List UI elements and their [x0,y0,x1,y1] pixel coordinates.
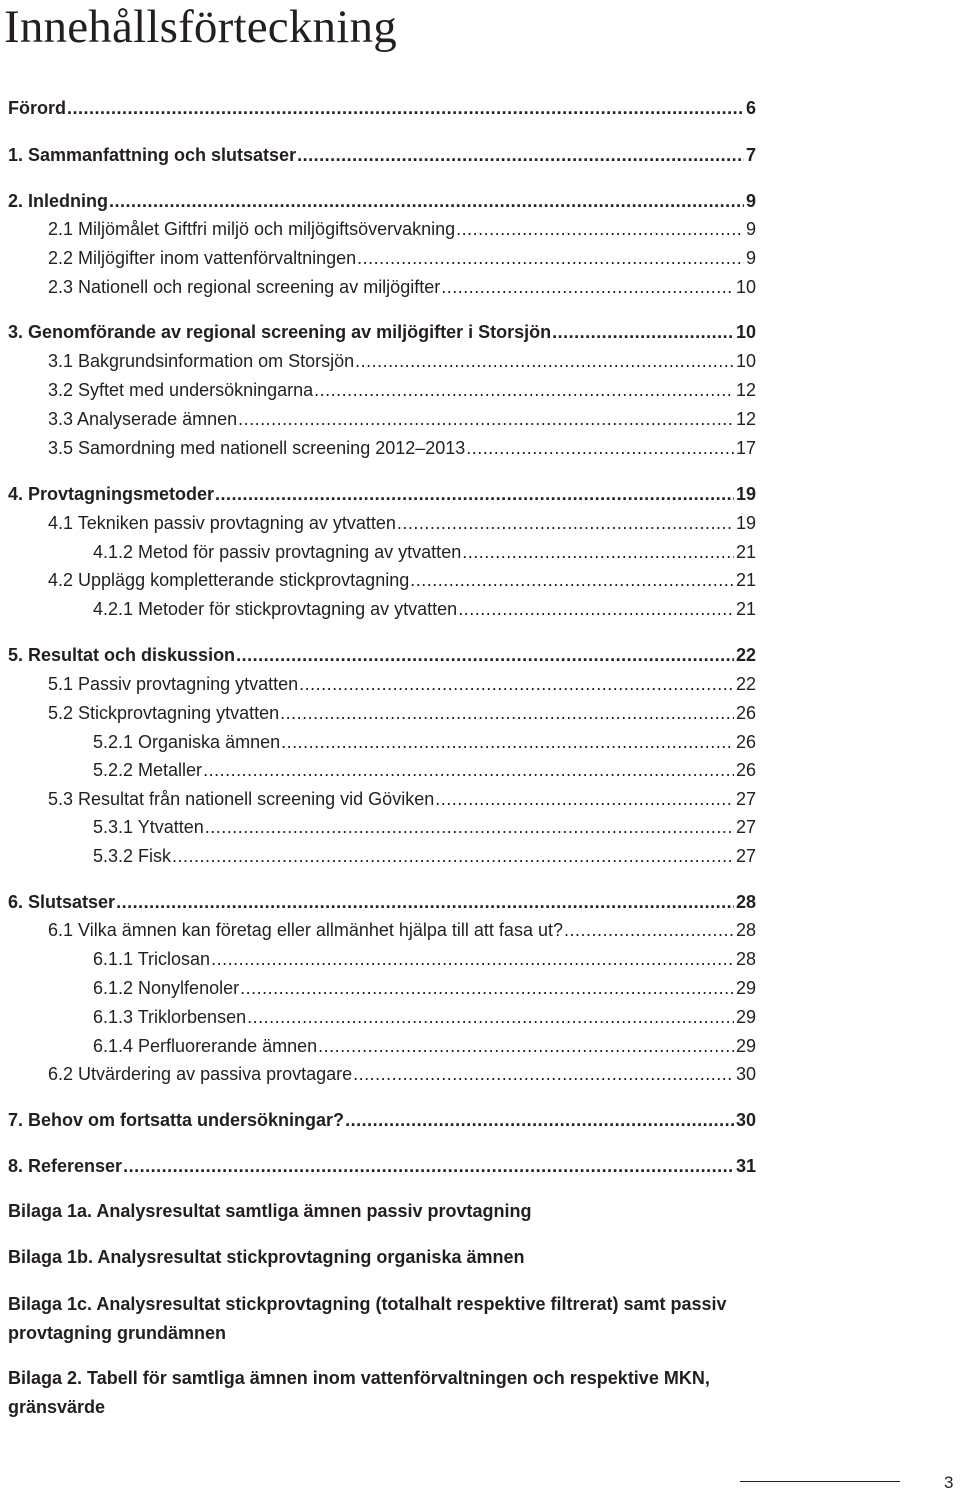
toc-entry-2-1[interactable] [48,217,756,241]
dot-leader [314,378,734,402]
toc-entry-3-1[interactable] [48,349,756,373]
toc-entry-label: 3.5 Samordning med nationell screening 2012–2013 [48,438,466,458]
toc-entry-page: 21 [735,570,756,590]
toc-entry-label: 5.2 Stickprovtagning ytvatten [48,703,280,723]
toc-entry-label: Förord [8,98,66,118]
toc-entry-page: 29 [735,1007,756,1027]
toc-entry-label: 5.2.2 Metaller [93,760,203,780]
toc-entry-5-3-2[interactable] [93,844,756,868]
toc-entry-page: 6 [745,98,756,118]
toc-entry-page: 29 [735,1036,756,1056]
toc-entry-page: 19 [735,484,756,504]
toc-entry-3-5[interactable] [48,436,756,460]
dot-leader [280,701,734,725]
dot-leader [211,947,734,971]
toc-entry-page: 28 [735,892,756,912]
toc-entry-label: 5.2.1 Organiska ämnen [93,732,281,752]
toc-entry-5-2-1[interactable] [93,730,756,754]
toc-entry-4-1-2[interactable] [93,540,756,564]
toc-entry-5-3-1[interactable] [93,815,756,839]
dot-leader [299,672,734,696]
toc-entry-6-2[interactable] [48,1062,756,1086]
toc-entry-page: 27 [735,817,756,837]
dot-leader [109,189,744,213]
toc-entry-label: 6.2 Utvärdering av passiva provtagare [48,1064,353,1084]
toc-entry-label: 6.1.3 Triklorbensen [93,1007,247,1027]
dot-leader [353,1062,734,1086]
toc-entry-6-1-3[interactable] [93,1005,756,1029]
dot-leader [441,275,734,299]
toc-entry-label: 5.1 Passiv provtagning ytvatten [48,674,299,694]
dot-leader [564,918,734,942]
toc-entry-page: 26 [735,760,756,780]
dot-leader [281,730,734,754]
dot-leader [552,320,734,344]
toc-entry-6-1[interactable] [48,918,756,942]
toc-entry-label: 3.3 Analyserade ämnen [48,409,238,429]
toc-entry-label: 2.3 Nationell och regional screening av miljögifter [48,277,441,297]
toc-entry-page: 29 [735,978,756,998]
dot-leader [116,890,734,914]
toc-entry-page: 27 [735,789,756,809]
toc-entry-page: 21 [735,599,756,619]
toc-entry-5[interactable] [8,643,756,667]
toc-entry-2-2[interactable] [48,246,756,270]
toc-entry-label: 4.1 Tekniken passiv provtagning av ytvatten [48,513,396,533]
toc-entry-page: 9 [745,219,756,239]
toc-entry-page: 9 [745,191,756,211]
toc-entry-page: 26 [735,732,756,752]
toc-entry-6-1-2[interactable] [93,976,756,1000]
toc-entry-page: 10 [735,277,756,297]
toc-entry-5-3[interactable] [48,787,756,811]
dot-leader [123,1154,734,1178]
toc-entry-label: 3.1 Bakgrundsinformation om Storsjön [48,351,355,371]
toc-entry-label: 4.2 Upplägg kompletterande stickprovtagning [48,570,410,590]
toc-entry-5-1[interactable] [48,672,756,696]
toc-entry-label: 4. Provtagningsmetoder [8,484,215,504]
toc-entry-5-2[interactable] [48,701,756,725]
dot-leader [247,1005,734,1029]
dot-leader [203,758,734,782]
toc-entry-3[interactable] [8,320,756,344]
toc-entry-label: 1. Sammanfattning och slutsatser [8,145,297,165]
dot-leader [318,1034,734,1058]
appendix-2[interactable]: Bilaga 2. Tabell för samtliga ämnen inom vattenförvaltningen och respektive MKN, gränsvärde [8,1368,710,1417]
toc-entry-label: 2. Inledning [8,191,109,211]
page-title: Innehållsförteckning [4,1,397,53]
toc-entry-label: 3.2 Syftet med undersökningarna [48,380,314,400]
toc-entry-foerord[interactable] [8,96,756,120]
toc-entry-page: 10 [735,351,756,371]
toc-entry-label: 6.1.1 Triclosan [93,949,211,969]
toc-entry-page: 7 [745,145,756,165]
dot-leader [238,407,734,431]
toc-entry-label: 5.3 Resultat från nationell screening vid Göviken [48,789,435,809]
toc-entry-label: 6.1.2 Nonylfenoler [93,978,240,998]
dot-leader [456,217,744,241]
toc-entry-4-2[interactable] [48,568,756,592]
toc-entry-label: 7. Behov om fortsatta undersökningar? [8,1110,345,1130]
dot-leader [345,1108,734,1132]
dot-leader [466,436,734,460]
toc-entry-1[interactable] [8,143,756,167]
toc-entry-label: 5. Resultat och diskussion [8,645,236,665]
toc-entry-6-1-4[interactable] [93,1034,756,1058]
toc-entry-6-1-1[interactable] [93,947,756,971]
toc-entry-2-3[interactable] [48,275,756,299]
page-number: 3 [944,1473,954,1492]
toc-entry-page: 12 [735,409,756,429]
dot-leader [435,787,734,811]
toc-entry-label: 8. Referenser [8,1156,123,1176]
dot-leader [397,511,734,535]
toc-entry-label: 6.1 Vilka ämnen kan företag eller allmänhet hjälpa till att fasa ut? [48,920,563,940]
dot-leader [67,96,744,120]
toc-entry-4[interactable] [8,482,756,506]
toc-entry-3-3[interactable] [48,407,756,431]
toc-entry-label: 2.1 Miljömålet Giftfri miljö och miljögiftsövervakning [48,219,456,239]
dot-leader [462,540,734,564]
toc-entry-5-2-2[interactable] [93,758,756,782]
dot-leader [172,844,734,868]
toc-entry-8[interactable] [8,1154,756,1178]
appendix-1b[interactable]: Bilaga 1b. Analysresultat stickprovtagning organiska ämnen [8,1247,525,1267]
toc-entry-page: 30 [735,1064,756,1084]
dot-leader [205,815,734,839]
toc-entry-page: 9 [745,248,756,268]
toc-entry-7[interactable] [8,1108,756,1132]
toc-entry-page: 28 [735,949,756,969]
toc-entry-label: 6.1.4 Perfluorerande ämnen [93,1036,318,1056]
toc-entry-page: 28 [735,920,756,940]
toc-entry-3-2[interactable] [48,378,756,402]
dot-leader [297,143,744,167]
toc-entry-4-2-1[interactable] [93,597,756,621]
toc-entry-page: 17 [735,438,756,458]
toc-entry-label: 4.2.1 Metoder för stickprovtagning av ytvatten [93,599,458,619]
dot-leader [215,482,734,506]
toc-entry-2[interactable] [8,189,756,213]
dot-leader [355,349,734,373]
dot-leader [357,246,744,270]
toc-entry-label: 5.3.2 Fisk [93,846,172,866]
appendix-1c[interactable]: Bilaga 1c. Analysresultat stickprovtagning (totalhalt respektive filtrerat) samt passiv provtagning grundämnen [8,1294,727,1343]
toc-entry-page: 21 [735,542,756,562]
toc-entry-page: 22 [735,674,756,694]
toc-entry-page: 27 [735,846,756,866]
toc-entry-page: 22 [735,645,756,665]
toc-entry-label: 2.2 Miljögifter inom vattenförvaltningen [48,248,357,268]
dot-leader [458,597,734,621]
toc-entry-label: 4.1.2 Metod för passiv provtagning av ytvatten [93,542,462,562]
dot-leader [236,643,734,667]
toc-entry-page: 30 [735,1110,756,1130]
toc-entry-label: 3. Genomförande av regional screening av miljögifter i Storsjön [8,322,552,342]
toc-entry-label: 6. Slutsatser [8,892,116,912]
toc-entry-page: 12 [735,380,756,400]
toc-entry-page: 19 [735,513,756,533]
appendix-1a[interactable]: Bilaga 1a. Analysresultat samtliga ämnen passiv provtagning [8,1201,532,1221]
toc-entry-4-1[interactable] [48,511,756,535]
dot-leader [410,568,734,592]
toc-entry-6[interactable] [8,890,756,914]
footer-rule [740,1481,900,1482]
toc-entry-page: 26 [735,703,756,723]
toc-entry-label: 5.3.1 Ytvatten [93,817,204,837]
toc-entry-page: 31 [735,1156,756,1176]
dot-leader [240,976,734,1000]
toc-entry-page: 10 [735,322,756,342]
